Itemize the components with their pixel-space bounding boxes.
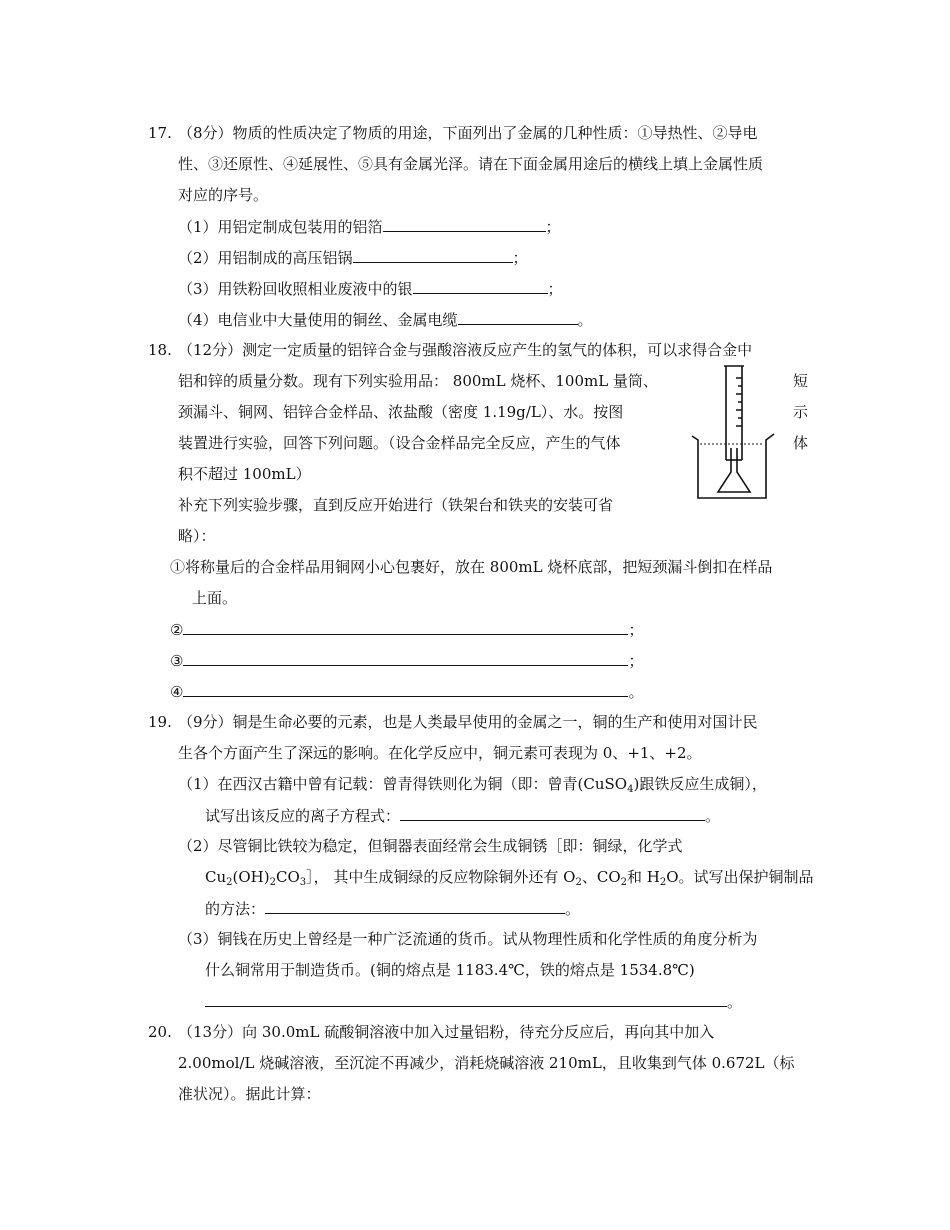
q19-part-2-line-3	[205, 898, 580, 919]
formula-cu: Cu	[205, 868, 227, 886]
answer-blank[interactable]	[413, 278, 548, 294]
subscript-2: 2	[659, 877, 667, 888]
q17-line-3: 对应的序号。	[178, 186, 269, 204]
q19-part-1-text-b: )跟铁反应生成铜），	[633, 775, 767, 793]
q18-right-char-3: 体	[793, 434, 809, 452]
q17-item-4	[178, 309, 593, 330]
subscript-2: 2	[620, 877, 628, 888]
step-3-marker: ③	[170, 652, 184, 670]
q19-part-3-line-1: （3）铜钱在历史上曾经是一种广泛流通的货币。试从物理性质和化学性质的角度分析为	[178, 930, 758, 948]
q17-item-2-text: （2）用铝制成的高压铝锅	[178, 249, 353, 267]
semicolon: ；	[547, 280, 563, 298]
q18-step-2	[170, 619, 643, 640]
q19-part-2-method-label: 的方法：	[205, 900, 266, 918]
q18-right-char-1: 短	[793, 372, 809, 390]
q18-step-4	[170, 681, 643, 702]
q19-line-1: （9分）铜是生命必要的元素，也是人类最早使用的金属之一，铜的生产和使用对国计民	[178, 713, 758, 731]
subscript-4: 4	[627, 784, 634, 795]
q20-line-3: 准状况）。据此计算：	[178, 1085, 321, 1103]
answer-blank[interactable]	[205, 991, 727, 1007]
q18-line-2: 铝和锌的质量分数。现有下列实验用品： 800mL 烧杯、100mL 量筒、	[178, 372, 658, 390]
period: 。	[727, 993, 743, 1011]
answer-blank[interactable]	[353, 247, 513, 263]
q20-line-1: （13分）向 30.0mL 硫酸铜溶液中加入过量铝粉，待充分反应后，再向其中加入	[178, 1023, 715, 1041]
answer-blank[interactable]	[183, 681, 628, 697]
subscript-2: 2	[575, 877, 582, 888]
q17-number: 17.	[148, 124, 172, 142]
answer-blank[interactable]	[383, 216, 546, 232]
q19-part-2-text-end: O。试写出保护铜制品	[666, 868, 814, 886]
answer-blank[interactable]	[183, 650, 628, 666]
subscript-2: 2	[269, 877, 276, 888]
q20-line-2: 2.00mol/L 烧碱溶液，至沉淀不再减少，消耗烧碱溶液 210mL，且收集到气体 0.672L（标	[178, 1054, 795, 1072]
q17-line-1: （8分）物质的性质决定了物质的用途，下面列出了金属的几种性质：①导热性、②导电	[178, 124, 758, 142]
q17-line-2: 性、③还原性、④延展性、⑤具有金属光泽。请在下面金属用途后的横线上填上金属性质	[178, 155, 764, 173]
period: 。	[577, 311, 593, 329]
q18-line-4: 装置进行实验，回答下列问题。（设合金样品完全反应，产生的气体	[178, 434, 621, 452]
step-2-marker: ②	[170, 621, 184, 639]
q18-number: 18.	[148, 341, 172, 359]
q18-step-1-line-2: 上面。	[192, 589, 238, 607]
answer-blank[interactable]	[265, 898, 565, 914]
q17-item-4-text: （4）电信业中大量使用的铜丝、金属电缆	[178, 311, 458, 329]
answer-blank[interactable]	[458, 309, 578, 325]
q18-line-1: （12分）测定一定质量的铝锌合金与强酸溶液反应产生的氢气的体积，可以求得合金中	[178, 341, 753, 359]
q19-number: 19.	[148, 713, 172, 731]
q19-part-1-text-c: 试写出该反应的离子方程式：	[205, 807, 401, 825]
semicolon: ；	[628, 652, 644, 670]
q19-part-2-line-1: （2）尽管铜比铁较为稳定，但铜器表面经常会生成铜锈［即：铜绿，化学式	[178, 837, 683, 855]
q17-item-2	[178, 247, 528, 268]
q18-step-3	[170, 650, 643, 671]
period: 。	[705, 807, 721, 825]
q18-step-1-line-1: ①将称量后的合金样品用铜网小心包裹好，放在 800mL 烧杯底部，把短颈漏斗倒扣在样品	[170, 558, 773, 576]
q18-line-3: 颈漏斗、铜网、铝锌合金样品、浓盐酸（密度 1.19g/L）、水。按图	[178, 403, 624, 421]
q19-part-1-text-a: （1）在西汉古籍中曾有记载：曾青得铁则化为铜（即：曾青(CuSO	[178, 775, 628, 793]
q18-line-5: 积不超过 100mL）	[178, 465, 311, 483]
answer-blank[interactable]	[400, 805, 705, 821]
q17-item-3-text: （3）用铁粉回收照相业废液中的银	[178, 280, 413, 298]
beaker-cylinder-funnel-diagram	[688, 364, 778, 504]
formula-co: CO	[275, 868, 300, 886]
subscript-3: 3	[299, 877, 307, 888]
q19-part-1-line-1	[178, 774, 767, 794]
q18-line-6: 补充下列实验步骤，直到反应开始进行（铁架台和铁夹的安装可省	[178, 496, 614, 514]
q18-line-7: 略）：	[178, 527, 216, 545]
formula-oh: (OH)	[232, 868, 270, 886]
semicolon: ；	[545, 218, 561, 236]
q17-item-1-text: （1）用铝定制成包装用的铝箔	[178, 218, 383, 236]
q19-line-2: 生各个方面产生了深远的影响。在化学反应中，铜元素可表现为 0、+1、+2。	[178, 744, 702, 762]
period: 。	[628, 683, 644, 701]
q19-part-3-line-3	[205, 991, 742, 1012]
subscript-2: 2	[226, 877, 233, 888]
q17-item-3	[178, 278, 563, 299]
semicolon: ；	[628, 621, 644, 639]
q19-part-2-line-2	[205, 867, 814, 887]
formula-co2: 、CO	[581, 868, 621, 886]
semicolon: ；	[512, 249, 528, 267]
q19-part-3-line-2: 什么铜常用于制造货币。(铜的熔点是 1183.4℃，铁的熔点是 1534.8℃)	[205, 961, 695, 979]
q19-part-2-text: ］， 其中生成铜绿的反应物除铜外还有 O	[306, 868, 576, 886]
q17-item-1	[178, 216, 561, 237]
formula-h2o: 和 H	[627, 868, 660, 886]
answer-blank[interactable]	[183, 619, 628, 635]
q20-number: 20.	[148, 1023, 172, 1041]
period: 。	[565, 900, 581, 918]
step-4-marker: ④	[170, 683, 184, 701]
q18-right-char-2: 示	[793, 403, 809, 421]
q19-part-1-line-2	[205, 805, 720, 826]
